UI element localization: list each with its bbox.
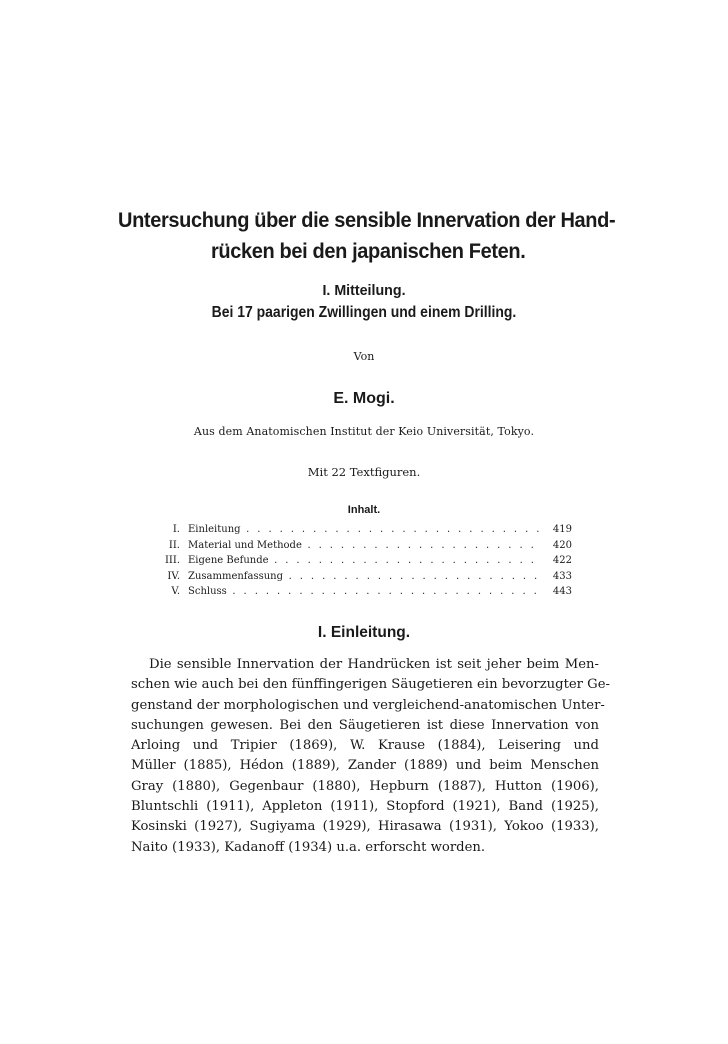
toc-page: 419	[552, 524, 572, 535]
body-line: Bluntschli (1911), Appleton (1911), Stopford (1921), Band (1925),	[131, 799, 599, 815]
body-line: suchungen gewesen. Bei den Säugetieren ist diese Innervation von	[131, 717, 599, 733]
table-of-contents	[158, 522, 572, 600]
figure-count: Mit 22 Textfiguren.	[307, 465, 421, 479]
title-line-2: rücken bei den japanischen Feten.	[211, 239, 526, 263]
body-line: Arloing und Tripier (1869), W. Krause (1884), Leisering und	[131, 738, 599, 754]
toc-entry	[158, 522, 572, 538]
toc-label: Eigene Befunde . . .	[188, 553, 542, 569]
toc-number: III.	[164, 555, 180, 567]
toc-number: IV.	[167, 570, 180, 582]
toc-entry	[158, 584, 572, 600]
title-line-1: Untersuchung über die sensible Innervation der Hand-	[118, 208, 616, 232]
toc-entry	[158, 538, 572, 554]
toc-label: Zusammenfassung . . .	[188, 569, 542, 585]
body-line: schen wie auch bei den fünffingerigen Säugetieren ein bevorzugter Ge-	[131, 677, 610, 693]
toc-number: V.	[171, 586, 180, 598]
part-label: I. Mitteilung.	[322, 282, 406, 299]
toc-page: 422	[552, 555, 572, 567]
toc-entry	[158, 553, 572, 569]
toc-page: 420	[552, 539, 572, 551]
body-line: genstand der morphologischen und vergleichend-anatomischen Unter-	[131, 697, 605, 713]
toc-number: I.	[172, 524, 180, 535]
subtitle: Bei 17 paarigen Zwillingen und einem Drilling.	[211, 304, 517, 321]
toc-number: II.	[168, 539, 180, 551]
body-line: Die sensible Innervation der Handrücken ist seit jeher beim Men-	[149, 657, 599, 672]
toc-label: Einleitung . . .	[188, 522, 542, 538]
body-text	[131, 655, 610, 858]
section-heading: I. Einleitung.	[317, 624, 411, 641]
affiliation: Aus dem Anatomischen Institut der Keio Universität, Tokyo.	[193, 425, 535, 438]
body-line: Gray (1880), Gegenbaur (1880), Hepburn (1887), Hutton (1906),	[131, 778, 599, 794]
toc-label: Schluss . . .	[188, 584, 542, 600]
contents-heading: Inhalt.	[347, 504, 381, 516]
toc-entry	[158, 569, 572, 585]
by-label: Von	[353, 350, 375, 363]
body-line: Müller (1885), Hédon (1889), Zander (1889) und beim Menschen	[131, 758, 599, 774]
toc-page: 443	[552, 586, 572, 598]
body-line: Kosinski (1927), Sugiyama (1929), Hirasawa (1931), Yokoo (1933),	[131, 819, 599, 835]
article-title	[118, 205, 616, 267]
toc-label: Material und Methode . . .	[188, 538, 542, 554]
author-name: E. Mogi.	[333, 390, 395, 407]
body-line: Naito (1933), Kadanoff (1934) u.a. erforscht worden.	[131, 839, 486, 855]
toc-page: 433	[552, 570, 572, 582]
